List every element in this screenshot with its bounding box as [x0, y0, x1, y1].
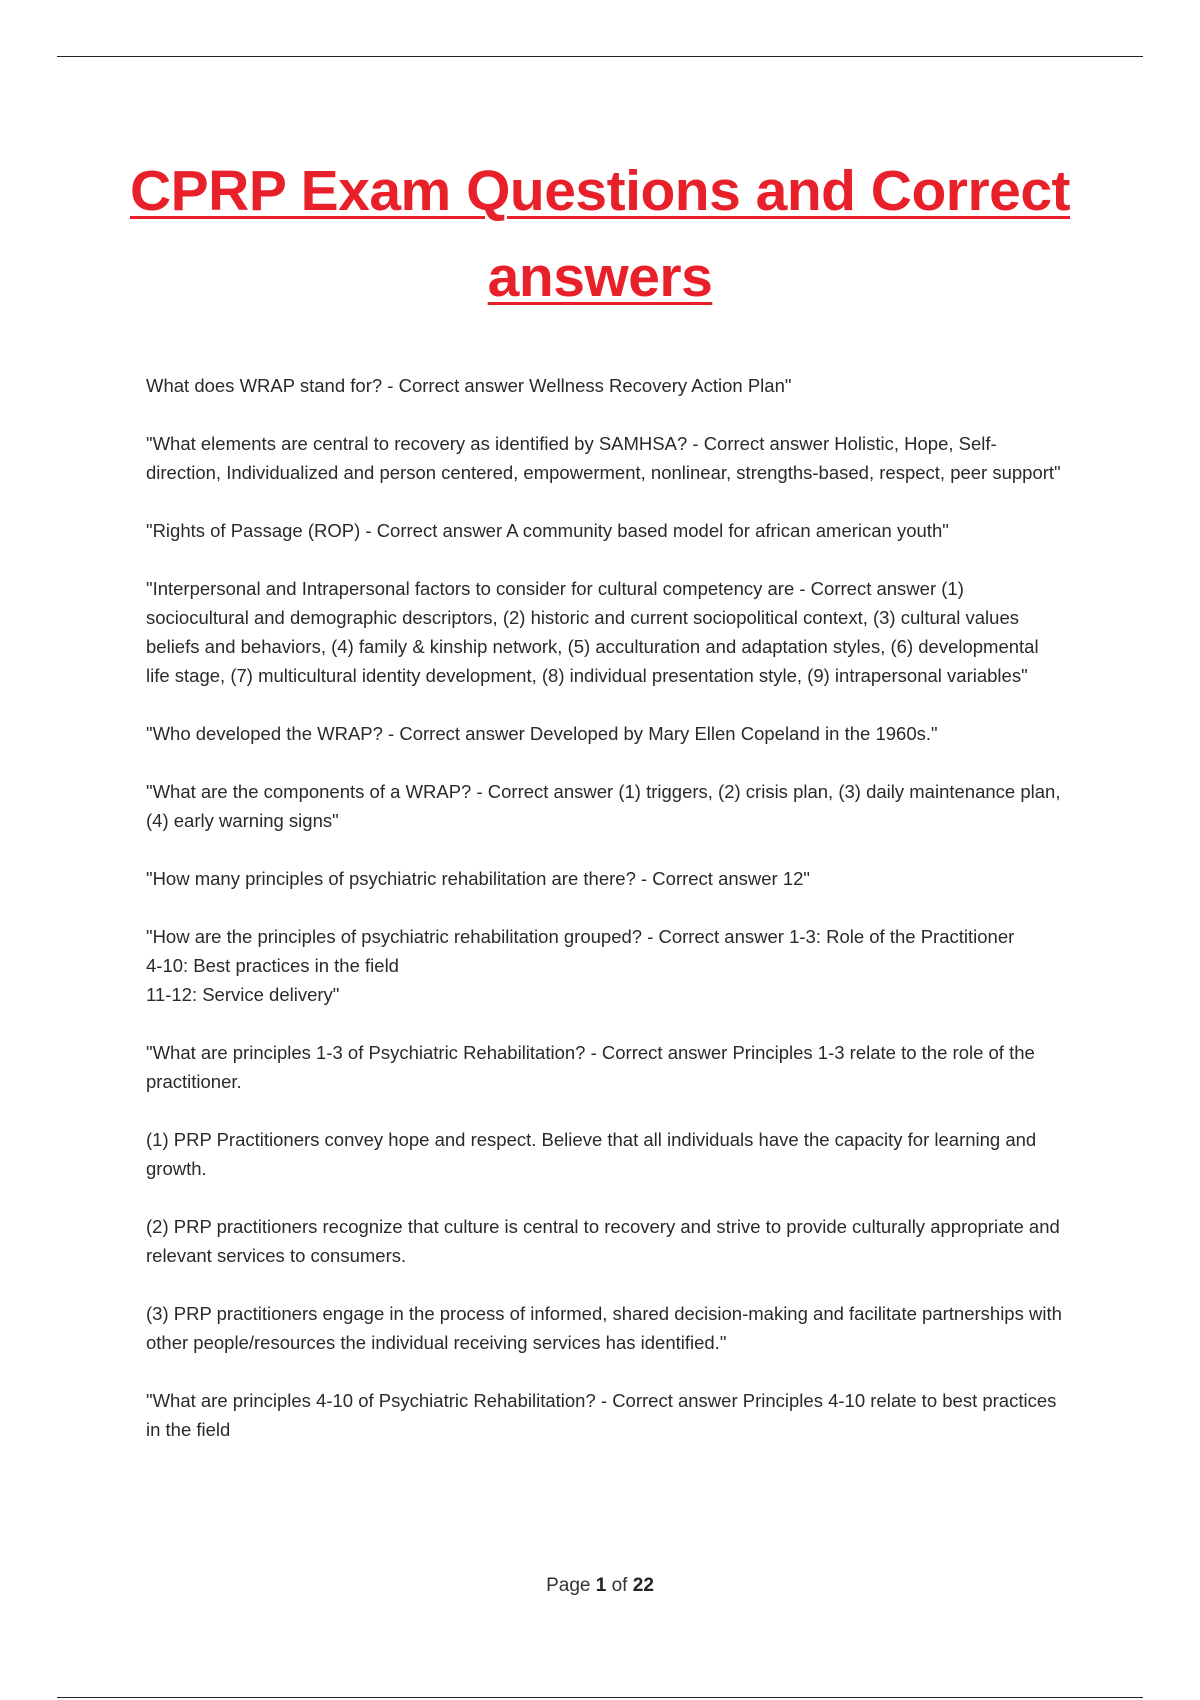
- bottom-rule: [57, 1697, 1143, 1698]
- qa-paragraph: (3) PRP practitioners engage in the process of informed, shared decision-making and facilitate partnerships with other people/resources the individual receiving services has identified.": [146, 1303, 1062, 1353]
- page-label: Page: [546, 1575, 591, 1596]
- total-pages-number: 22: [632, 1575, 654, 1596]
- qa-paragraph: What does WRAP stand for? - Correct answer Wellness Recovery Action Plan": [146, 375, 792, 396]
- qa-paragraph: "What elements are central to recovery as identified by SAMHSA? - Correct answer Holistic, Hope, Self-direction, Individualized and person centered, empowerment, nonlinear, strengths-based, respect, peer support": [146, 433, 1061, 483]
- qa-paragraph: "Rights of Passage (ROP) - Correct answer A community based model for african american youth": [146, 520, 949, 541]
- qa-paragraph: "What are principles 1-3 of Psychiatric Rehabilitation? - Correct answer Principles 1-3 relate to the role of the practitioner.: [146, 1042, 1035, 1092]
- qa-paragraph: "How are the principles of psychiatric rehabilitation grouped? - Correct answer 1-3: Role of the Practitioner 4-10: Best practices in the field 11-12: Service delivery": [146, 926, 1015, 1005]
- qa-paragraph: "Who developed the WRAP? - Correct answer Developed by Mary Ellen Copeland in the 1960s.": [146, 723, 938, 744]
- document-body: [146, 371, 1066, 1473]
- qa-paragraph: "What are principles 4-10 of Psychiatric Rehabilitation? - Correct answer Principles 4-10 relate to best practices in the field: [146, 1390, 1057, 1440]
- current-page-number: 1: [595, 1575, 607, 1596]
- of-label: of: [611, 1575, 628, 1596]
- document-title: CPRP Exam Questions and Correct answers: [129, 159, 1071, 309]
- qa-paragraph: "Interpersonal and Intrapersonal factors to consider for cultural competency are - Correct answer (1) sociocultural and demographic descriptors, (2) historic and current sociopolitical context, (3) cultural values beliefs and behaviors, (4) family & kinship network, (5) acculturation and adaptation styles, (6) developmental life stage, (7) multicultural identity development, (8) individual presentation style, (9) intrapersonal variables": [146, 578, 1039, 686]
- page-footer: [0, 1575, 1200, 1597]
- qa-paragraph: (2) PRP practitioners recognize that culture is central to recovery and strive to provide culturally appropriate and relevant services to consumers.: [146, 1216, 1060, 1266]
- qa-paragraph: (1) PRP Practitioners convey hope and respect. Believe that all individuals have the capacity for learning and growth.: [146, 1129, 1037, 1179]
- top-rule: [57, 56, 1143, 57]
- qa-paragraph: "How many principles of psychiatric rehabilitation are there? - Correct answer 12": [146, 868, 811, 889]
- qa-paragraph: "What are the components of a WRAP? - Correct answer (1) triggers, (2) crisis plan, (3) daily maintenance plan, (4) early warning signs": [146, 781, 1061, 831]
